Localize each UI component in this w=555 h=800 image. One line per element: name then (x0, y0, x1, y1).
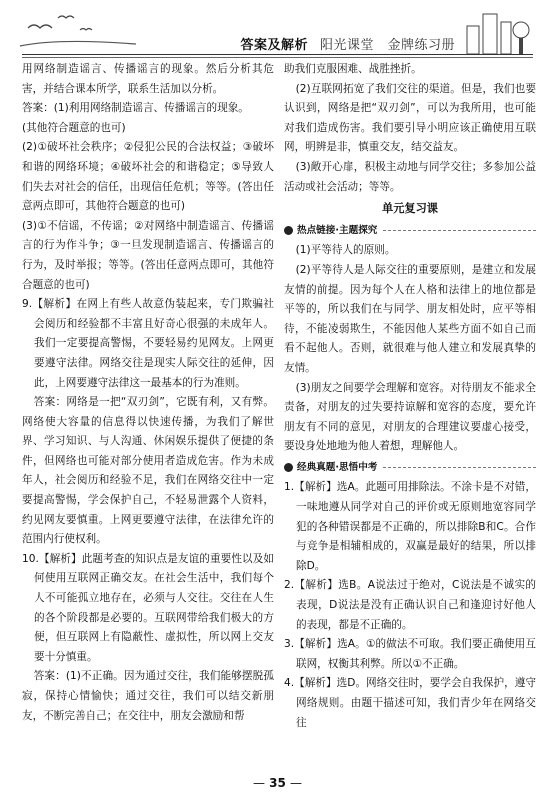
paragraph: 助我们克服困难、战胜挫折。 (284, 63, 422, 75)
paragraph: 4.【解析】选D。网络交往时，要学会自我保护，遵守网络规则。由题干描述可知，我们青少年在网络交往 (284, 677, 536, 729)
paragraph: 用网络制造谣言、传播谣言的现象。然后分析其危害，并结合课本所学，联系生活加以分析。 (22, 63, 274, 95)
paragraph: (2)互联网拓宽了我们交往的渠道。但是，我们也要认识到，网络是把“双刃剑”，可以为我所用，也可能对我们造成伤害。我们要引导小明应该正确使用互联网，明辨是非，慎重交友，结交益友。 (284, 82, 536, 154)
paragraph: 3.【解析】选A。①的做法不可取。我们要正确使用互联网，权衡其利弊。所以①不正确。 (284, 638, 536, 670)
paragraph: 2.【解析】选B。A说法过于绝对，C说法是不诚实的表现，D说法是没有正确认识自己和逢迎讨好他人的表现，都是不正确的。 (284, 579, 536, 631)
page-number (0, 776, 555, 790)
left-column (22, 60, 274, 726)
buildings-decoration-icon (461, 8, 533, 54)
section-exam-label: 经典真题·思悟中考 (297, 461, 378, 473)
header-title-main: 答案及解析 (240, 38, 308, 53)
paragraph: (1)平等待人的原则。 (295, 244, 396, 257)
paragraph: (其他符合题意的也可) (22, 121, 126, 134)
section-mark-icon (284, 226, 293, 235)
paragraph: 1.【解析】选A。此题可用排除法。不涂卡是不对错，一味地遵从同学对自己的评价或无原则地宽容同学犯的各种错误都是不正确的，所以排除B和C。合作与竞争是相辅相成的，双赢是最好的结果，所以排除D。 (284, 481, 536, 572)
paragraph: 10.【解析】此题考查的知识点是友谊的重要性以及如何使用互联网正确交友。在社会生活中，我们每个人不可能孤立地存在，必须与人交往。交往在人生的各个阶段都是必要的。互联网带给我们极大的方便，但互联网上有隐蔽性、虚拟性，所以网上交友要十分慎重。 (22, 552, 274, 663)
right-bottom-block (284, 478, 536, 733)
right-top-block (284, 60, 536, 197)
section-mark-icon (284, 463, 293, 472)
section-hotspot (284, 221, 536, 241)
paragraph: 9.【解析】在网上有些人故意伪装起来，专门欺骗社会阅历和经验都不丰富且好奇心很强的未成年人。我们一定要提高警惕，不要轻易约见网友。上网更要遵守法律。网络交往是现实人际交往的延伸，因此，上网要遵守法律这一最基本的行为准则。 (22, 298, 274, 389)
paragraph: 答案：(1)不正确。因为通过交往，我们能够摆脱孤寂，保持心情愉快；通过交往，我们可以结交新朋友，不断完善自己；在交往中，朋友会激励和帮 (22, 670, 274, 722)
footer-page-number: 35 (269, 776, 286, 790)
paragraph: (2)①破坏社会秩序；②侵犯公民的合法权益；③破坏和谐的网络环境；④破坏社会的和谐稳定；⑤导致人们失去对社会的信任，出现信任危机；等等。(答出任意两点即可，其他符合题意的也可) (22, 141, 274, 213)
footer-dash: — (252, 776, 265, 790)
header-series: 阳光课堂 金牌练习册 (319, 38, 455, 53)
header-rule (22, 54, 533, 55)
paragraph: (3)朋友之间要学会理解和宽容。对待朋友不能求全责备，对朋友的过失要持谅解和宽容的态度，要允许朋友有不同的意见，对朋友的合理建议要虚心接受，要设身处地地为他人着想，理解他人。 (284, 381, 536, 453)
header-title (240, 34, 455, 53)
section-hotspot-label: 热点链接·主题探究 (297, 224, 378, 236)
header-rule-thin (22, 57, 533, 58)
page-header (0, 0, 555, 62)
footer-dash: — (290, 776, 303, 790)
paragraph: (3)敞开心扉，积极主动地与同学交往；多参加公益活动或社会活动；等等。 (284, 160, 536, 193)
paragraph: 答案：网络是一把“双刃剑”，它既有利，又有弊。网络使大容量的信息得以快速传播，为我们了解世界、学习知识、与人沟通、休闲娱乐提供了便捷的条件，但网络也可能对部分使用者造成危害。作为未成年人，社会阅历和经验不足，我们在网络交往中一定要提高警惕，学会保护自己，不轻易泄露个人资料，约见网友要慎重。上网更要遵守法律，在法律允许的范围内行使权利。 (22, 396, 274, 546)
paragraph: 答案：(1)利用网络制造谣言、传播谣言的现象。 (22, 102, 249, 115)
right-column (284, 60, 536, 733)
section-divider (383, 230, 536, 231)
paragraph: (3)①不信谣，不传谣；②对网络中制造谣言、传播谣言的行为作斗争；③一旦发现制造谣言、传播谣言的行为，及时举报；等等。(答出任意两点即可，其他符合题意的也可) (22, 219, 274, 291)
unit-review-title: 单元复习课 (382, 202, 438, 216)
paragraph: (2)平等待人是人际交往的重要原则，是建立和发展友情的前提。因为每个人在人格和法律上的地位都是平等的，所以我们在与同学、朋友相处时，应平等相待，不能凌弱欺生，不能因他人某些方面不如自己而看不起他人。否则，就很难与他人建立和发展真挚的友情。 (284, 263, 536, 374)
section-divider (383, 467, 536, 468)
birds-decoration-icon (18, 8, 138, 52)
right-mid-block (284, 241, 536, 457)
section-exam (284, 458, 536, 478)
